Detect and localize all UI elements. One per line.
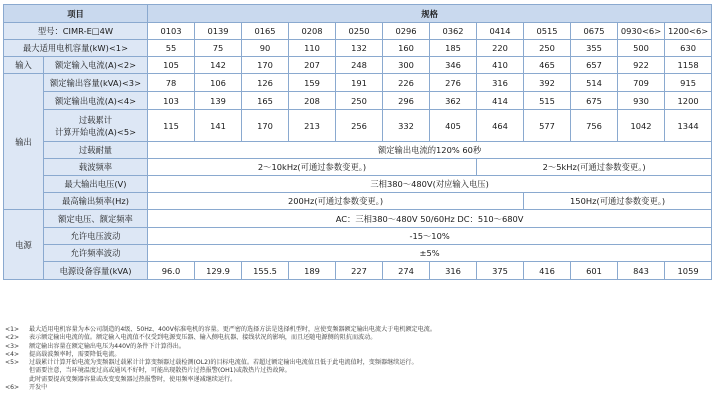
power-capacity-cell: 96.0	[148, 262, 195, 280]
power-capacity-cell: 1059	[665, 262, 712, 280]
motor-capacity-cell: 185	[430, 40, 477, 57]
output-current-label: 额定输出电流(A)<4>	[44, 92, 148, 110]
footnote-mark: <3>	[5, 342, 20, 350]
carrier-frequency-value-b: 2～5kHz(可通过参数变更。)	[477, 159, 712, 176]
footnote	[5, 367, 675, 375]
motor-capacity-cell: 355	[571, 40, 618, 57]
model-cell: 0930<6>	[618, 23, 665, 40]
output-group-label: 输出	[4, 74, 44, 210]
model-label: 型号：CIMR-E□4W	[4, 23, 148, 40]
header-item: 项目	[4, 5, 148, 23]
max-output-voltage-value: 三相380～480V(对应输入电压)	[148, 176, 712, 193]
model-cell: 0362	[430, 23, 477, 40]
rated-voltage-label: 额定电压、额定频率	[44, 210, 148, 228]
footnote-mark: <2>	[5, 334, 20, 342]
frequency-fluctuation-label: 允许频率波动	[44, 245, 148, 262]
footnote-text: 额定输出容量在额定输出电压为440V的条件下计算得出。	[29, 342, 185, 350]
output-capacity-cell: 226	[383, 74, 430, 92]
max-output-frequency-label: 最高输出频率(Hz)	[44, 193, 148, 210]
footnote-text: 提高载波频率时，需要降低电流。	[29, 350, 121, 358]
model-cell: 0208	[289, 23, 336, 40]
max-output-frequency-value-a: 200Hz(可通过参数变更。)	[148, 193, 524, 210]
footnote	[5, 334, 675, 342]
model-cell: 0515	[524, 23, 571, 40]
power-capacity-cell: 601	[571, 262, 618, 280]
power-capacity-cell: 274	[383, 262, 430, 280]
power-capacity-label: 电源设备容量(kVA)	[44, 262, 148, 280]
overload-start-cell: 464	[477, 110, 524, 142]
input-current-cell: 410	[477, 57, 524, 74]
footnote	[5, 384, 675, 392]
output-current-cell: 1200	[665, 92, 712, 110]
footnotes	[5, 326, 675, 392]
input-current-cell: 142	[195, 57, 242, 74]
input-current-cell: 248	[336, 57, 383, 74]
model-cell: 0414	[477, 23, 524, 40]
overload-start-cell: 332	[383, 110, 430, 142]
footnote-text: 但需要注意，当环境温度过高或通风不好时，可能出现散热片过热报警(OH1)或散热片过热故障。	[29, 367, 291, 375]
carrier-frequency-value-a: 2～10kHz(可通过参数变更。)	[148, 159, 477, 176]
output-current-cell: 362	[430, 92, 477, 110]
power-group-label: 电源	[4, 210, 44, 280]
motor-capacity-cell: 132	[336, 40, 383, 57]
overload-start-label-line2: 计算开始电流(A)<5>	[54, 126, 137, 137]
input-current-cell: 170	[242, 57, 289, 74]
overload-start-cell: 213	[289, 110, 336, 142]
power-capacity-cell: 316	[430, 262, 477, 280]
output-current-cell: 515	[524, 92, 571, 110]
spec-table	[3, 4, 712, 280]
overload-start-cell: 256	[336, 110, 383, 142]
overload-start-cell: 1344	[665, 110, 712, 142]
footnote-mark: <4>	[5, 350, 20, 358]
model-cell: 0165	[242, 23, 289, 40]
carrier-frequency-label: 载波频率	[44, 159, 148, 176]
footnote	[5, 376, 675, 384]
output-capacity-cell: 78	[148, 74, 195, 92]
output-capacity-cell: 126	[242, 74, 289, 92]
overload-start-cell: 1042	[618, 110, 665, 142]
output-current-cell: 103	[148, 92, 195, 110]
footnote	[5, 351, 675, 359]
power-capacity-cell: 375	[477, 262, 524, 280]
footnote-mark: <6>	[5, 384, 20, 392]
overload-start-cell: 115	[148, 110, 195, 142]
voltage-fluctuation-label: 允许电压波动	[44, 228, 148, 245]
output-capacity-cell: 191	[336, 74, 383, 92]
output-capacity-cell: 392	[524, 74, 571, 92]
voltage-fluctuation-value: -15～10%	[148, 228, 712, 245]
overload-start-label-line1: 过载累计	[78, 114, 113, 125]
overload-start-cell: 405	[430, 110, 477, 142]
motor-capacity-cell: 500	[618, 40, 665, 57]
overload-tolerance-value: 额定输出电流的120% 60秒	[148, 142, 712, 159]
overload-start-label	[44, 110, 148, 142]
input-current-cell: 922	[618, 57, 665, 74]
output-current-cell: 675	[571, 92, 618, 110]
input-current-cell: 207	[289, 57, 336, 74]
motor-capacity-cell: 220	[477, 40, 524, 57]
output-capacity-cell: 276	[430, 74, 477, 92]
footnote-mark: <5>	[5, 359, 20, 367]
footnote-mark	[5, 367, 29, 375]
motor-capacity-label: 最大适用电机容量(kW)<1>	[4, 40, 148, 57]
footnote-text: 此时需要提高变频器容量或改变变频器过热报警时，使用频率递减继续运行。	[29, 375, 237, 383]
input-current-cell: 105	[148, 57, 195, 74]
overload-start-cell: 141	[195, 110, 242, 142]
input-current-label: 额定输入电流(A)<2>	[44, 57, 148, 74]
motor-capacity-cell: 55	[148, 40, 195, 57]
model-cell: 0139	[195, 23, 242, 40]
output-current-cell: 139	[195, 92, 242, 110]
model-cell: 0103	[148, 23, 195, 40]
output-current-cell: 930	[618, 92, 665, 110]
frequency-fluctuation-value: ±5%	[148, 245, 712, 262]
footnote-text: 表示额定输出电流的值。额定输入电流值不仅受到电源变压器、输入侧电抗器、接线状况的影响，而且还随电源侧的阻抗而波动。	[29, 334, 377, 342]
footnote-text: 过载累计计算开始电流为变频器过载累计计算变频器过载检测(OL2)的目标电流值。若超过额定输出电流值且低于此电流值时，变频器继续运行。	[29, 359, 418, 367]
input-current-cell: 346	[430, 57, 477, 74]
max-output-voltage-label: 最大输出电压(V)	[44, 176, 148, 193]
overload-tolerance-label: 过载耐量	[44, 142, 148, 159]
overload-start-cell: 756	[571, 110, 618, 142]
power-capacity-cell: 129.9	[195, 262, 242, 280]
output-current-cell: 414	[477, 92, 524, 110]
power-capacity-cell: 227	[336, 262, 383, 280]
input-current-cell: 1158	[665, 57, 712, 74]
footnote-text: 最大适用电机容量为本公司制造的4级、50Hz、400V标准电机的容量。更严密的选择方法是选择机型时，应使变频器额定输出电流大于电机额定电流。	[29, 326, 436, 333]
output-current-cell: 165	[242, 92, 289, 110]
output-capacity-cell: 106	[195, 74, 242, 92]
input-current-cell: 657	[571, 57, 618, 74]
output-capacity-cell: 514	[571, 74, 618, 92]
max-output-frequency-value-b: 150Hz(可通过参数变更。)	[524, 193, 712, 210]
motor-capacity-cell: 110	[289, 40, 336, 57]
motor-capacity-cell: 160	[383, 40, 430, 57]
output-capacity-cell: 159	[289, 74, 336, 92]
motor-capacity-cell: 75	[195, 40, 242, 57]
input-current-cell: 300	[383, 57, 430, 74]
overload-start-cell: 170	[242, 110, 289, 142]
motor-capacity-cell: 250	[524, 40, 571, 57]
footnote-mark: <1>	[5, 326, 20, 333]
power-capacity-cell: 843	[618, 262, 665, 280]
input-current-cell: 465	[524, 57, 571, 74]
model-cell: 0675	[571, 23, 618, 40]
output-capacity-cell: 915	[665, 74, 712, 92]
power-capacity-cell: 155.5	[242, 262, 289, 280]
motor-capacity-cell: 630	[665, 40, 712, 57]
motor-capacity-cell: 90	[242, 40, 289, 57]
output-capacity-cell: 316	[477, 74, 524, 92]
output-capacity-label: 额定输出容量(kVA)<3>	[44, 74, 148, 92]
output-capacity-cell: 709	[618, 74, 665, 92]
input-group-label: 输入	[4, 57, 44, 74]
rated-voltage-value: AC：三相380～480V 50/60Hz DC：510～680V	[148, 210, 712, 228]
power-capacity-cell: 189	[289, 262, 336, 280]
footnote-text: 开发中	[29, 384, 48, 392]
model-cell: 0250	[336, 23, 383, 40]
output-current-cell: 250	[336, 92, 383, 110]
footnote	[5, 343, 675, 351]
power-capacity-cell: 416	[524, 262, 571, 280]
header-spec: 规格	[148, 5, 712, 23]
output-current-cell: 296	[383, 92, 430, 110]
footnote-mark	[5, 376, 29, 384]
overload-start-cell: 577	[524, 110, 571, 142]
output-current-cell: 208	[289, 92, 336, 110]
model-cell: 1200<6>	[665, 23, 712, 40]
model-cell: 0296	[383, 23, 430, 40]
